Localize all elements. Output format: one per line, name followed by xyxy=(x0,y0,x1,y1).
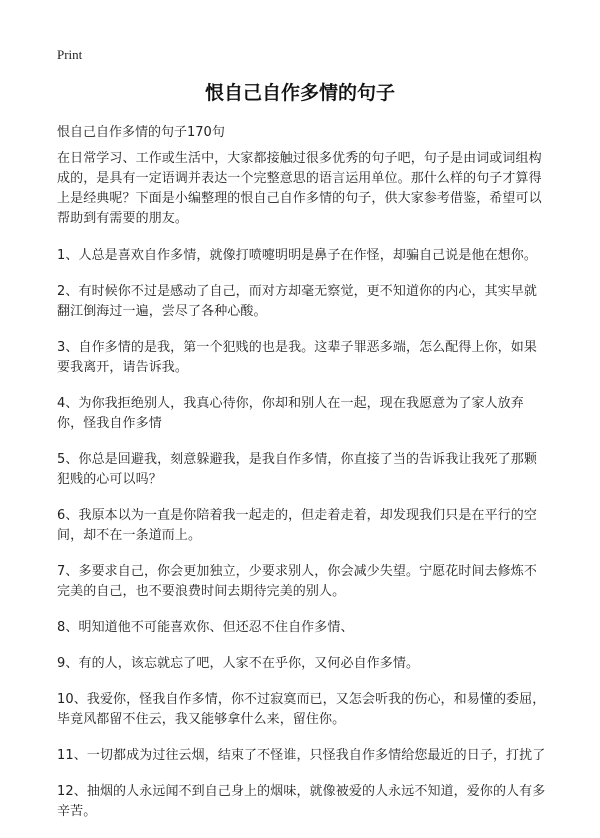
article-body xyxy=(57,149,547,838)
sentence-item-9: 9、有的人，该忘就忘了吧，人家不在乎你，又何必自作多情。 xyxy=(57,656,420,671)
sentence-item-1: 1、人总是喜欢自作多情，就像打喷嚏明明是鼻子在作怪，却骗自己说是他在想你。 xyxy=(57,248,537,263)
sentence-item-5: 5、你总是回避我，刻意躲避我，是我自作多情，你直接了当的告诉我让我死了那颗犯贱的心可以吗？ xyxy=(57,452,537,487)
sentence-item-3: 3、自作多情的是我，第一个犯贱的也是我。这辈子罪恶多端，怎么配得上你，如果要我离开，请告诉我。 xyxy=(57,340,537,375)
sentence-item-2: 2、有时候你不过是感动了自己，而对方却毫无察觉，更不知道你的内心，其实早就翻江倒海过一遍，尝尽了各种心酸。 xyxy=(57,284,537,319)
intro-paragraph: 在日常学习、工作或生活中，大家都接触过很多优秀的句子吧，句子是由词或词组构成的，是具有一定语调并表达一个完整意思的语言运用单位。那什么样的句子才算得上是经典呢？下面是小编整理的恨自己自作多情的句子，供大家参考借鉴，希望可以帮助到有需要的朋友。 xyxy=(57,151,542,226)
sentence-item-10: 10、我爱你，怪我自作多情，你不过寂寞而已，又怎会听我的伤心，和易懂的委屈，毕竟风都留不住云，我又能够拿什么来，留住你。 xyxy=(57,692,546,727)
sentence-item-6: 6、我原本以为一直是你陪着我一起走的，但走着走着，却发现我们只是在平行的空间，却不在一条道而上。 xyxy=(57,508,537,543)
print-link[interactable]: Print xyxy=(57,47,83,62)
sentence-item-11: 11、一切都成为过往云烟，结束了不怪谁，只怪我自作多情给您最近的日子，打扰了 xyxy=(57,748,546,763)
page-title: 恨自己自作多情的句子 xyxy=(204,82,395,104)
sentence-item-8: 8、明知道他不可能喜欢你、但还忍不住自作多情、 xyxy=(57,620,354,635)
sentence-item-4: 4、为你我拒绝别人，我真心待你，你却和别人在一起，现在我愿意为了家人放弃你，怪我自作多情 xyxy=(57,396,524,431)
page-subtitle: 恨自己自作多情的句子170句 xyxy=(57,125,225,140)
sentence-item-7: 7、多要求自己，你会更加独立，少要求别人，你会减少失望。宁愿花时间去修炼不完美的自己，也不要浪费时间去期待完美的别人。 xyxy=(57,564,537,599)
sentence-item-12: 12、抽烟的人永远闻不到自己身上的烟味，就像被爱的人永远不知道，爱你的人有多辛苦。 xyxy=(57,784,546,819)
